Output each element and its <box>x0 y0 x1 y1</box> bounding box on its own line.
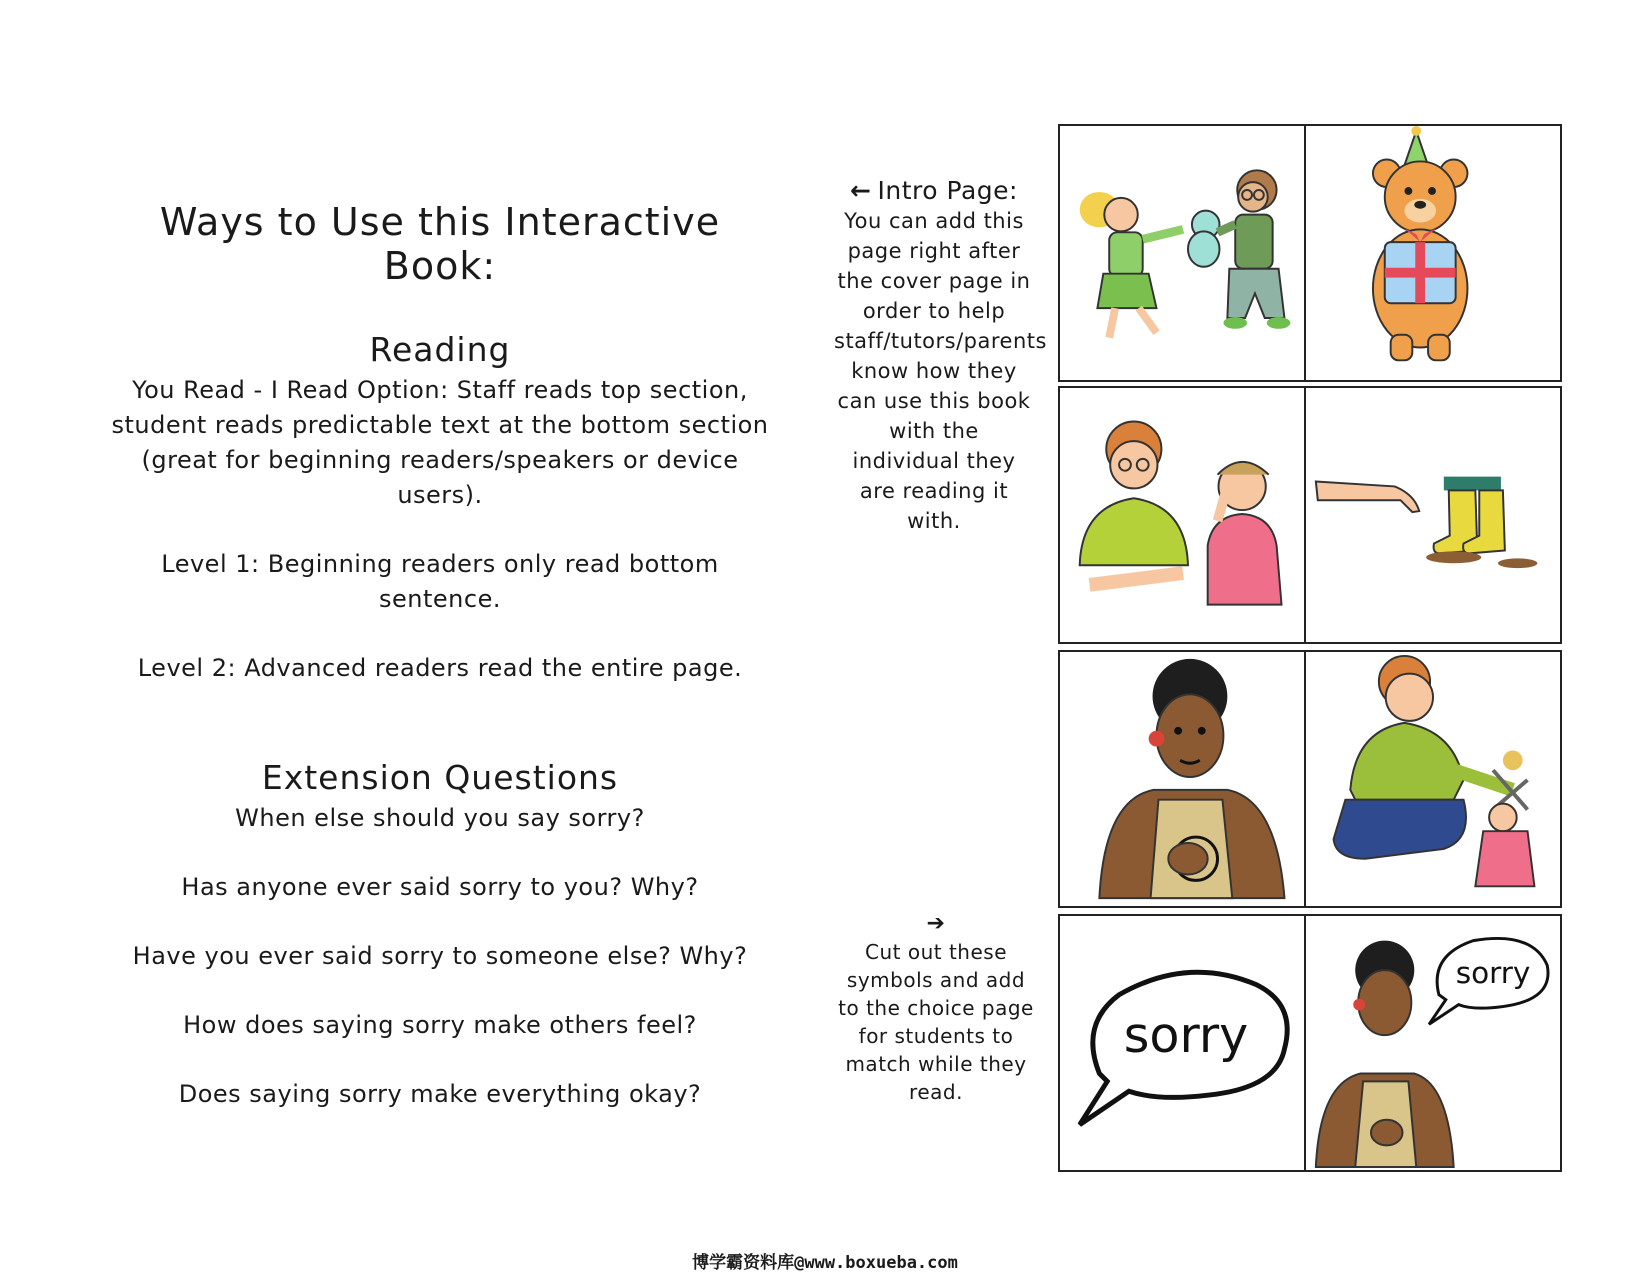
boy-signing-illustration <box>1060 652 1314 906</box>
card-boy-sorry-bubble <box>1304 914 1562 1172</box>
arrow-right-icon: ➔ <box>926 911 946 936</box>
teddy-bear-illustration <box>1306 126 1560 380</box>
question-4: How does saying sorry make others feel? <box>183 1011 697 1039</box>
cut-note-text: Cut out these symbols and add to the choice page for students to match while they read. <box>838 940 1034 1104</box>
upset-kids-illustration <box>1060 388 1314 642</box>
sorry-speech-bubble <box>1060 916 1314 1170</box>
reading-text: You Read - I Read Option: Staff reads top section, student reads predictable text at the bottom section (great for beginning readers/speakers or device users). <box>111 376 769 509</box>
question-2: Has anyone ever said sorry to you? Why? <box>181 873 699 901</box>
kids-fighting-illustration <box>1060 126 1314 380</box>
question-1: When else should you say sorry? <box>235 804 645 832</box>
reading-heading: Reading <box>369 330 511 369</box>
card-upset-kids <box>1058 386 1316 644</box>
extension-heading: Extension Questions <box>261 758 619 797</box>
card-boy-signing <box>1058 650 1316 908</box>
intro-note-heading: ← Intro Page: <box>834 176 1034 206</box>
boy-cutting-doll-illustration <box>1306 652 1560 906</box>
usage-instructions <box>100 200 780 1112</box>
boy-sorry-bubble-illustration <box>1306 916 1560 1170</box>
card-teddy-gift <box>1304 124 1562 382</box>
card-kids-fighting <box>1058 124 1316 382</box>
question-3: Have you ever said sorry to someone else? Why? <box>132 942 748 970</box>
level-2-text: Level 2: Advanced readers read the entire page. <box>137 654 743 682</box>
intro-page-note <box>834 176 1047 536</box>
level-1-text: Level 1: Beginning readers only read bottom sentence. <box>161 550 719 613</box>
intro-note-text: You can add this page right after the cover page in order to help staff/tutors/parents know how they can use this book with the individual they are reading it with. <box>834 209 1047 533</box>
card-muddy-boots <box>1304 386 1562 644</box>
muddy-boots-illustration <box>1306 388 1560 642</box>
card-boy-cutting-doll <box>1304 650 1562 908</box>
question-5: Does saying sorry make everything okay? <box>178 1080 702 1108</box>
card-sorry-bubble <box>1058 914 1316 1172</box>
footer-watermark: 博学霸资料库@www.boxueba.com <box>692 1253 958 1273</box>
small-bubble-word: sorry <box>1455 955 1531 990</box>
page-title: Ways to Use this Interactive Book: <box>159 200 721 288</box>
cut-out-note <box>838 910 1034 1106</box>
bubble-word: sorry <box>1123 1005 1249 1064</box>
